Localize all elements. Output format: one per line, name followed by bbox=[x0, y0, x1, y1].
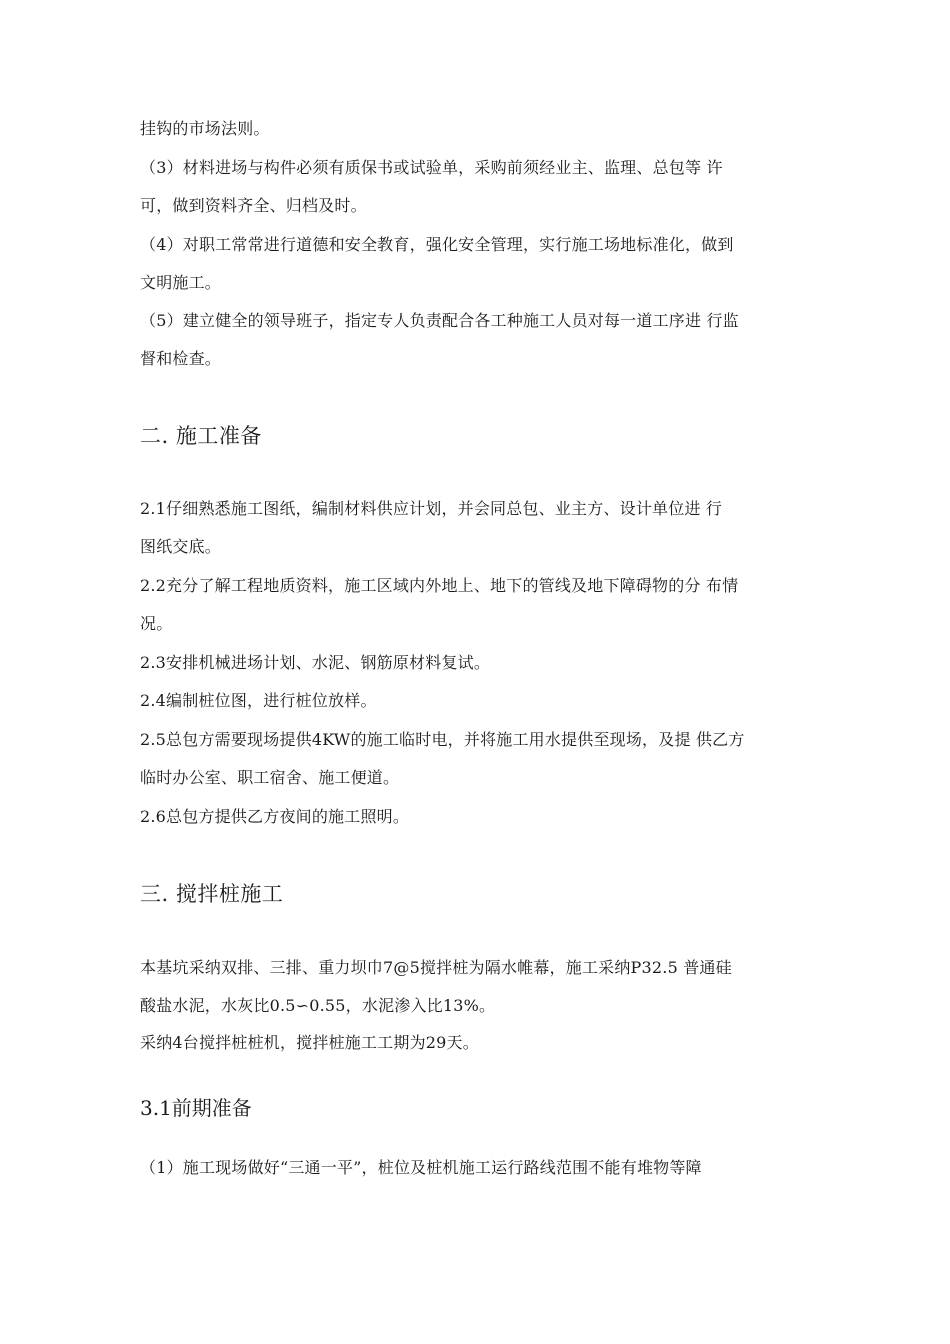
paragraph-line: 2.1仔细熟悉施工图纸，编制材料供应计划，并会同总包、业主方、设计单位进 行 bbox=[140, 499, 723, 518]
paragraph-line: 督和检查。 bbox=[140, 349, 222, 368]
paragraph-line: （3）材料进场与构件必须有质保书或试验单，采购前须经业主、监理、总包等 许 bbox=[140, 158, 723, 177]
paragraph-line: 可，做到资料齐全、归档及时。 bbox=[140, 196, 367, 215]
paragraph-line: （5）建立健全的领导班子，指定专人负责配合各工种施工人员对每一道工序进 行监 bbox=[140, 311, 739, 330]
paragraph-line: 2.3安排机械进场计划、水泥、钢筋原材料复试。 bbox=[140, 653, 491, 672]
paragraph-line: 文明施工。 bbox=[140, 273, 222, 292]
paragraph-line: 本基坑采纳双排、三排、重力坝巾7@5搅拌桩为隔水帷幕，施工采纳P32.5 普通硅 bbox=[140, 958, 732, 977]
paragraph-line: 2.2充分了解工程地质资料，施工区域内外地上、地下的管线及地下障碍物的分 布情 bbox=[140, 576, 739, 595]
paragraph-line: 2.4编制桩位图，进行桩位放样。 bbox=[140, 691, 377, 710]
paragraph-line: 酸盐水泥，水灰比0.5∽0.55，水泥渗入比13%。 bbox=[140, 996, 496, 1015]
paragraph-line: （4）对职工常常进行道德和安全教育，强化安全管理，实行施工场地标准化，做到 bbox=[140, 235, 734, 254]
paragraph-line: 临时办公室、职工宿舍、施工便道。 bbox=[140, 768, 400, 787]
paragraph-line: 2.5总包方需要现场提供4KW的施工临时电，并将施工用水提供至现场，及提 供乙方 bbox=[140, 730, 745, 749]
paragraph-line: 图纸交底。 bbox=[140, 537, 222, 556]
paragraph-line: 挂钩的市场法则。 bbox=[140, 119, 270, 138]
paragraph-line: （1）施工现场做好“三通一平”，桩位及桩机施工运行路线范围不能有堆物等障 bbox=[140, 1158, 702, 1177]
paragraph-line: 2.6总包方提供乙方夜间的施工照明。 bbox=[140, 807, 410, 826]
section-heading-mixing-pile: 三. 搅拌桩施工 bbox=[140, 882, 284, 906]
paragraph-line: 况。 bbox=[140, 614, 173, 633]
section-heading-construction-prep: 二. 施工准备 bbox=[140, 424, 262, 448]
subsection-heading-preparation: 3.1前期准备 bbox=[140, 1096, 252, 1120]
paragraph-line: 采纳4台搅拌桩桩机，搅拌桩施工工期为29天。 bbox=[140, 1033, 479, 1052]
